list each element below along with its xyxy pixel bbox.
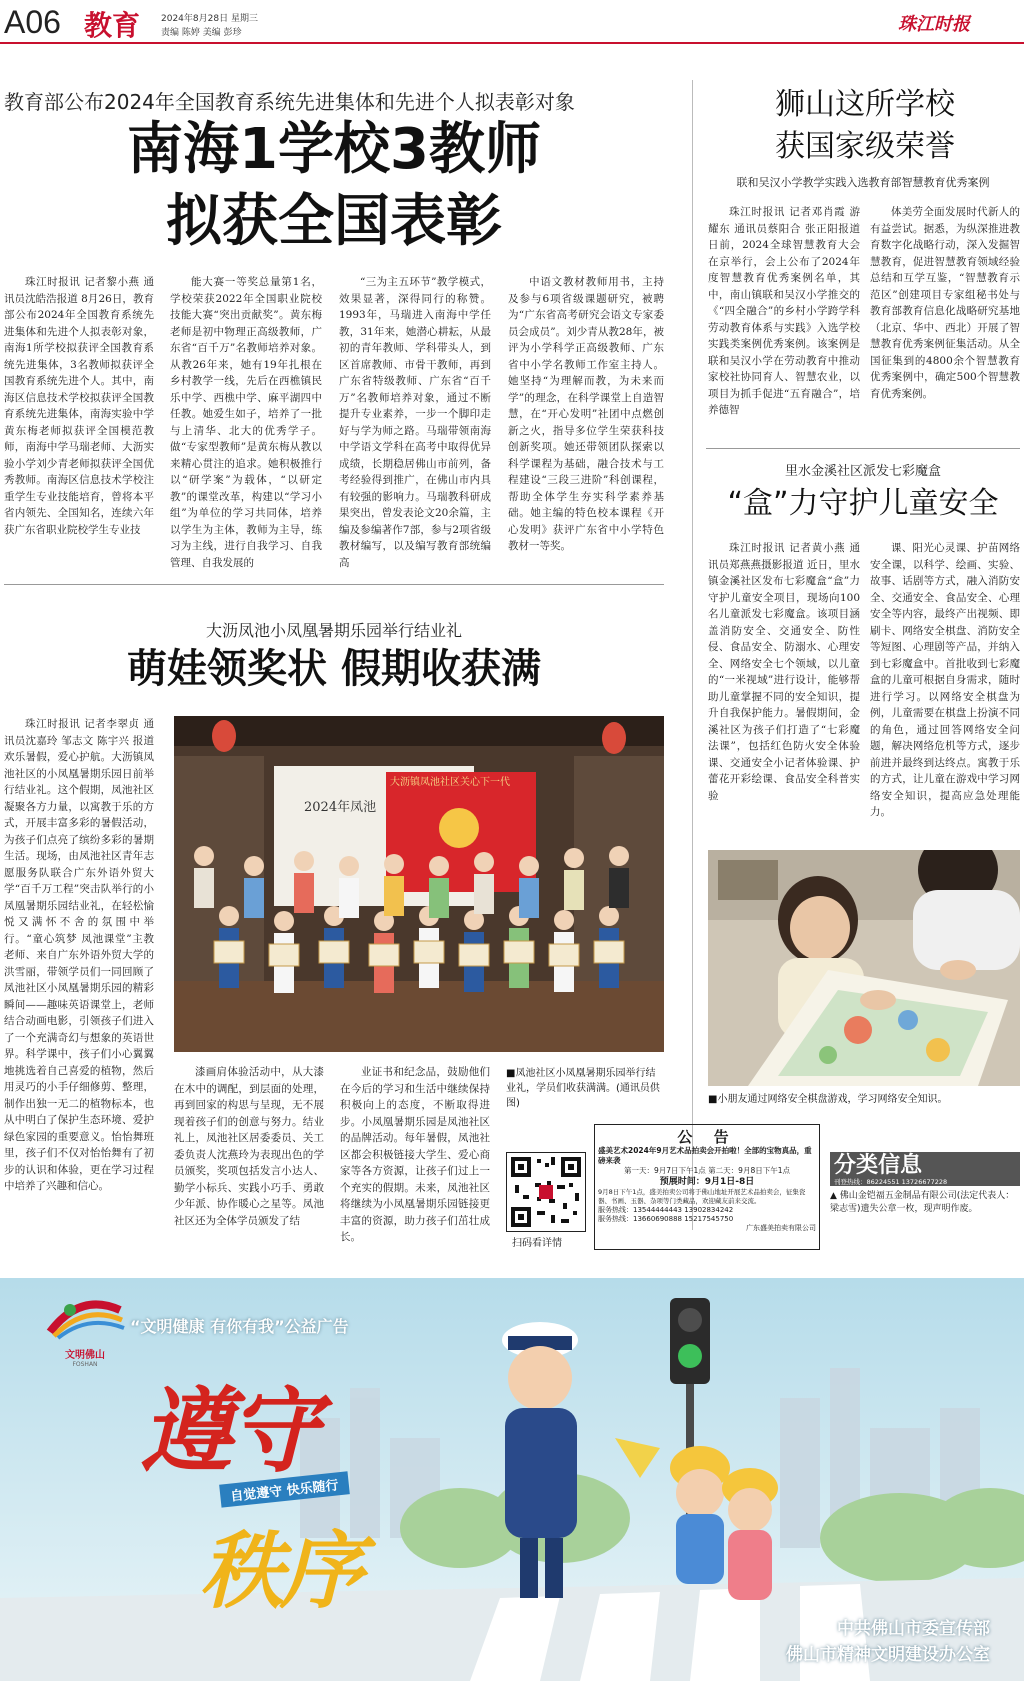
qr-code[interactable] — [506, 1152, 586, 1232]
qr-code-icon — [507, 1153, 585, 1231]
story4-caption: ■小朋友通过网络安全棋盘游戏，学习网络安全知识。 — [708, 1094, 948, 1105]
story2-headline: 萌娃领奖状 假期收获满 — [127, 646, 541, 692]
psa-org-2: 佛山市精神文明建设办公室 — [786, 1645, 990, 1665]
story3-col-1: 珠江时报讯 记者邓肖霞 游耀东 通讯员蔡阳合 张正阳报道 日前，2024全球智慧教育大会在京举行，会上公布了2024年度智慧教育优秀案例名单，其中，南山镇联和吴汉小学推交的《“四全融合”的乡村小学跨学科劳动教育体系与实践》入选学校实践类案例优秀案例。该案例是联和吴汉小学在劳动教育中推动家校社协同育人、智慧农业，以项目为抓手促进“五育融合”，培养德智 — [708, 206, 860, 416]
story1-col-4: 中语文教材教师用书，主持及参与6项省级课题研究，被聘为“广东省高考研究会语文专家委员会成员”。刘少青从教28年，被评为小学科学正高级教师、广东省中小学名教师工作室主持人。她坚持“为理解而教，为未来而学”的理念，在科学课堂上自造智慧，在“开心发明”社团中点燃创新之火，指导多位学生荣获科技创新奖项。她还带领团队探索以科学课程为基础，融合技术与工程建设“三段三进阶”科创课程，帮助全体学生夯实科学素养基础。她主编的特色校本课程《开心发明》获评广东省中小学特色教材一等奖。 — [508, 276, 664, 552]
classified-header — [830, 1152, 1020, 1186]
civilized-foshan-icon — [40, 1292, 130, 1342]
page-number: A06 — [4, 4, 61, 40]
notice-title: 公 告 — [677, 1128, 737, 1146]
board-game-illustration — [708, 850, 1020, 1086]
notice-phone-1: 服务热线：13544444443 13902834242 — [598, 1206, 734, 1214]
notice-box — [594, 1124, 820, 1250]
children-figures — [174, 716, 664, 1052]
psa-ribbon: 自觉遵守 快乐随行 — [219, 1471, 349, 1507]
story3-subhead: 联和吴汉小学教学实践入选教育部智慧教育优秀案例 — [736, 176, 990, 189]
story4-col-1: 珠江时报讯 记者黄小燕 通讯员郑燕燕摄影报道 近日，里水镇金溪社区发布七彩魔盒“盒”力守护儿童安全项目，现场向100名儿童派发七彩魔盒。该项目涵盖消防安全、交通安全、防性侵、食品安全、防溺水、心理安全、网络安全七个领域，以儿童的“一米视域”进行设计，能够帮助儿童掌握不同的安全知识，提升自我保护能力。暑假期间，金溪社区为孩子们打造了“七彩魔法课”，包括红色防火安全体验课、交通安全小记者体验课、护蕾花开彩绘课、食品安全科普实验 — [708, 542, 860, 802]
notice-line-1: 盛美艺术2024年9月艺术品拍卖会开拍啦！全部的宝物真品，重磅来袭 — [598, 1146, 812, 1165]
story2-col-2: 漆画肩体验活动中，从大漆在木中的调配，到层面的处理，再到回家的构思与呈现，无不展现着孩子们的创意与努力。结业礼上，凤池社区居委委员、关工委负责人沈燕玲为表现出色的学员颁奖，奖项包括发言小达人、勤学小标兵、实践小巧手、勇敢少年派、协作暖心之星等。凤池社区还为全体学员颁发了结 — [174, 1066, 324, 1227]
issue-date: 2024年8月28日 星期三 — [161, 14, 258, 24]
logo-sub: FOSHAN — [72, 1361, 98, 1368]
story3-col-2: 体美劳全面发展时代新人的有益尝试。据悉，为纵深推进教育数字化战略行动，深入发掘智慧教育，促进智慧教育领域经验总结和互学互鉴，“智慧教育示范区”创建项目专家组秘书处与教育部教育信息化战略研究基地（北京、华中、西北）开展了智慧教育优秀案例征集活动。从全国征集到的4800余个智慧教育优秀案例中，确定500个智慧教育优秀案例。 — [870, 206, 1020, 400]
story2-col-1: 珠江时报讯 记者李翠贞 通讯员沈嘉玲 邹志文 陈宇兴 报道 欢乐暑假，爱心护航。大沥镇凤池社区的小凤凰暑期乐园日前举行结业礼。这个假期，凤池社区凝聚各方力量，以寓教于乐的方式，开展丰富多彩的暑假活动，为孩子们点亮了缤纷多彩的暑期生活。现场，由凤池社区青年志愿服务队联合广东外语外贸大学“百千万工程”突击队举行的小凤凰暑期乐园结业礼，在轻松愉悦又满怀不舍的氛围中举行。“童心筑梦 凤池课堂”主教老师、来自广东外语外贸大学的洪雪丽，带领学员们一同回顾了凤池社区小凤凰暑期乐园的精彩瞬间——趣味英语课堂上，老师结合动画电影，引领孩子们进入了一个充满奇幻与想象的英语世界。科学课中，孩子们小心翼翼地挑选着自己喜爱的植物，然后用灵巧的小手仔细修剪、整理，制作出独一无二的植物标本，也从中明白了保护生态环境、爱护绿色家园的重要意义。怡怡舞班里，孩子们不仅对怡怡舞有了初步的认识和体验，更在学习过程中培养了兴趣和信心。 — [4, 718, 154, 1192]
page-header — [0, 0, 1024, 44]
story2-caption: ■凤池社区小凤凰暑期乐园举行结业礼，学员们收获满满。(通讯员供图) — [506, 1068, 660, 1109]
qr-label: 扫码看详情 — [512, 1238, 562, 1249]
story1-headline-1: 南海1学校3教师 — [127, 117, 541, 182]
notice-line-4: 9月8日下午1点，盛美拍卖公司将于佛山地址开展艺术品拍卖会，征集瓷器、书画、玉器、杂项等门类藏品，欢迎藏友前来交流。 — [598, 1188, 806, 1205]
photo-sign-text: 2024年凤池 — [304, 800, 377, 815]
notice-line-2: 第一天：9月7日下午1点 第二天：9月8日下午1点 — [623, 1166, 790, 1175]
story1-kicker: 教育部公布2024年全国教育系统先进集体和先进个人拟表彰对象 — [4, 90, 575, 114]
classified-phone: 刊登热线：86224551 13726677228 — [834, 1178, 948, 1186]
psa-big-text-1: 遵守 — [140, 1377, 317, 1485]
classified-text: ▲ 佛山金铠福五金制品有限公司(法定代表人：梁志雪)遗失公章一枚，现声明作废。 — [830, 1191, 1015, 1214]
story4-kicker: 里水金溪社区派发七彩魔盒 — [784, 464, 941, 479]
psa-kicker: “文明健康 有你有我”公益广告 — [130, 1317, 349, 1336]
editors: 责编 陈婷 美编 彭珍 — [161, 28, 242, 38]
story4-headline: “盒”力守护儿童安全 — [727, 486, 999, 521]
psa-big-text-2: 秩序 — [200, 1521, 361, 1620]
story2-col-3: 业证书和纪念品，鼓励他们在今后的学习和生活中继续保持积极向上的态度，不断取得进步。小凤凰暑期乐园是凤池社区的品牌活动。每年暑假，凤池社区都会积极链接大学生、爱心商家等各方资源，让孩子们过上一个充实的假期。未来，凤池社区将继续为小凤凰暑期乐园链接更丰富的资源，助力孩子们茁壮成长。 — [340, 1066, 490, 1243]
story1-col-1: 珠江时报讯 记者黎小燕 通讯员沈皓浩报道 8月26日，教育部公布2024年全国教育系统先进集体和先进个人拟表彰对象，南海1所学校拟获评全国教育系统先进集体，3名教师拟获评全国教育系统先进个人。其中，南海区信息技术学校拟获评全国教育系统先进集体，南海实验中学黄东梅老师拟获评全国模范教师，南海中学马瑞老师、大沥实验小学刘少青老师拟获评全国优秀教师。南海区信息技术学校注重学生专业技能培育，曾将本平省内领先、全国知名，连续六年获广东省职业院校学生专业技 — [4, 276, 154, 536]
story4-photo — [708, 850, 1020, 1086]
psa-org-1: 中共佛山市委宣传部 — [837, 1619, 990, 1639]
classified-title: 分类信息 — [834, 1153, 923, 1178]
story1-headline-2: 拟获全国表彰 — [166, 189, 502, 254]
divider — [4, 584, 664, 585]
story3-headline-1: 狮山这所学校 — [775, 87, 955, 122]
column-divider — [692, 80, 693, 1230]
photo-banner-text: 大沥镇凤池社区关心下一代 — [390, 777, 510, 788]
story2-photo — [174, 716, 664, 1052]
story4-col-2: 课、阳光心灵课、护苗网络安全课，以科学、绘画、实验、故事、话剧等方式，融入消防安全、交通安全、食品安全、心理安全等内容，最终产出视频、即刷卡、网络安全棋盘、消防安全等短图、心理剧等产品，并纳入到七彩魔盒中。首批收到七彩魔盒的儿童可根据自身需求，随时进行学习。以网络安全棋盘为例，儿童需要在棋盘上扮演不同的角色，通过回答网络安全问题，解决网络危机等方式，逐步前进并最终到达终点。寓教于乐的方式，让儿童在游戏中学习网络安全知识，提高应急处理能力。 — [870, 542, 1020, 818]
classified-box — [830, 1152, 1020, 1250]
notice-company: 广东盛美拍卖有限公司 — [746, 1224, 816, 1232]
story3-headline-2: 获国家级荣誉 — [775, 129, 955, 164]
masthead-logo: 珠江时报 — [898, 14, 970, 35]
notice-phone-2: 服务热线：13660690888 15217545750 — [598, 1215, 734, 1223]
story1-col-3: “三为主五环节”教学模式，效果显著，深得同行的称赞。1993年，马瑞进入南海中学任教，31年来，她潜心耕耘，从最初的青年教师、学科带头人，到区首席教师、市骨干教师，再到广东省特级教师、广东省“百千万”名教师培养对象，通过不断提升专业素养，一步一个脚印走好与学为师之路。马瑞带领南海中学语文学科在高考中取得优异成绩，长期稳居佛山市前列，备考经验得到推广，在佛山市内具有较强的影响力。马瑞教科研成果突出，曾发表论文20余篇，主编及参编著作7部，参与2项省级教材编写，以及编写教育部统编高 — [339, 276, 491, 569]
section-title: 教育 — [84, 9, 141, 42]
divider — [706, 448, 1020, 449]
logo-text: 文明佛山 — [65, 1350, 105, 1361]
civilized-foshan-logo — [40, 1292, 130, 1368]
notice-line-3: 预展时间：9月1日-8日 — [659, 1177, 755, 1187]
children-group — [174, 716, 664, 1052]
story1-col-2: 能大赛一等奖总量第1名，学校荣获2022年全国职业院校技能大赛“突出贡献奖”。黄东梅老师是初中物理正高级教师，广东省“百千万”名教师培养对象。从教26年来，她有19年扎根在乡村教学一线，先后在西樵镇民乐中学、西樵中学、麻平湖四中任教。她爱生如子，培养了一批与上清华、北大的优秀学子。做“专家型教师”是黄东梅从教以来精心贯注的追求。她积极推行以“研学案”为载体，“以研定教”的课堂改革，构建以“学习小组”为单位的学习共同体，培养以学生为主体，教师为主导，练习为主线，进行自我学习、自我管理、自我发展的 — [170, 276, 322, 569]
psa-banner — [0, 1278, 1024, 1681]
header-rule — [0, 42, 1024, 44]
story2-kicker: 大沥凤池小凤凰暑期乐园举行结业礼 — [205, 621, 462, 640]
